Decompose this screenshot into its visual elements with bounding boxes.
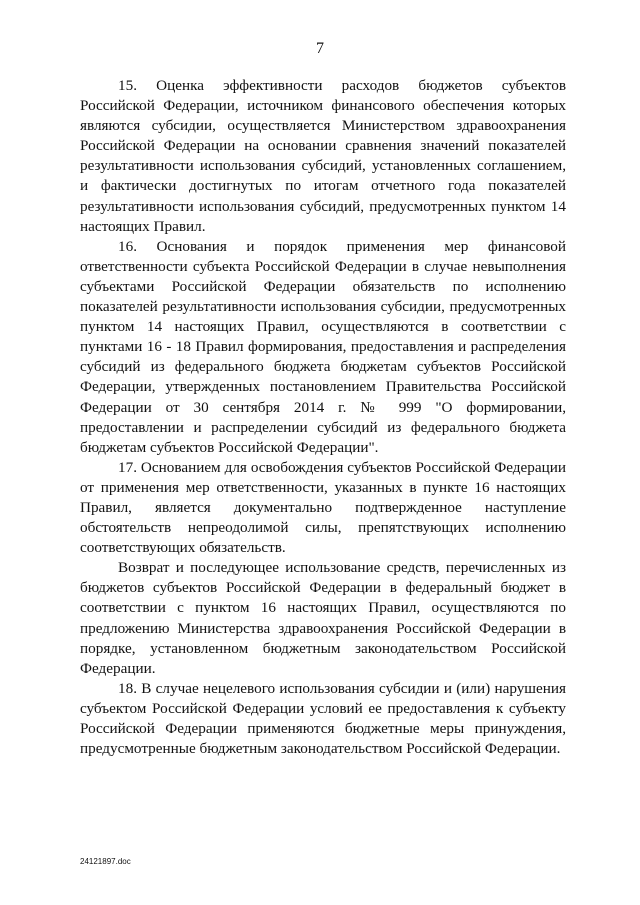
footer-document-code: 24121897.doc <box>80 857 131 866</box>
paragraph-15: 15. Оценка эффективности расходов бюджетов субъектов Российской Федерации, источником финансового обеспечения которых являются субсидии, осуществляется Министерством здравоохранения Российской Федерации на основании сравнения значений показателей результативности использования субсидий, установленных соглашением, и фактически достигнутых по итогам отчетного года показателей результативности использования субсидий, предусмотренных пунктом 14 настоящих Правил. <box>80 77 566 235</box>
document-body <box>80 76 566 759</box>
paragraph-17: 17. Основанием для освобождения субъектов Российской Федерации от применения мер ответственности, указанных в пункте 16 настоящих Правил, является документально подтвержденное наступление обстоятельств непреодолимой силы, препятствующих исполнению соответствующих обязательств. <box>80 458 566 557</box>
paragraph-17-continuation: Возврат и последующее использование средств, перечисленных из бюджетов субъектов Российской Федерации в федеральный бюджет в соответствии с пунктом 16 настоящих Правил, осуществляются по предложению Министерства здравоохранения Российской Федерации в порядке, установленном бюджетным законодательством Российской Федерации. <box>80 559 566 677</box>
paragraph-16: 16. Основания и порядок применения мер финансовой ответственности субъекта Российской Федерации в случае невыполнения субъектами Российской Федерации обязательств по исполнению показателей результативности использования субсидии, предусмотренных пунктом 14 настоящих Правил, осуществляются в соответствии с пунктами 16 - 18 Правил формирования, предоставления и распределения субсидий из федерального бюджета бюджетам субъектов Российской Федерации, утвержденных постановлением Правительства Российской Федерации от 30 сентября 2014 г. № 999 "О формировании, предоставлении и распределении субсидий из федерального бюджета бюджетам субъектов Российской Федерации". <box>80 237 566 456</box>
page-number: 7 <box>316 40 324 57</box>
paragraph-18: 18. В случае нецелевого использования субсидии и (или) нарушения субъектом Российской Федерации условий ее предоставления к субъекту Российской Федерации применяются бюджетные меры принуждения, предусмотренные бюджетным законодательством Российской Федерации. <box>80 679 566 758</box>
